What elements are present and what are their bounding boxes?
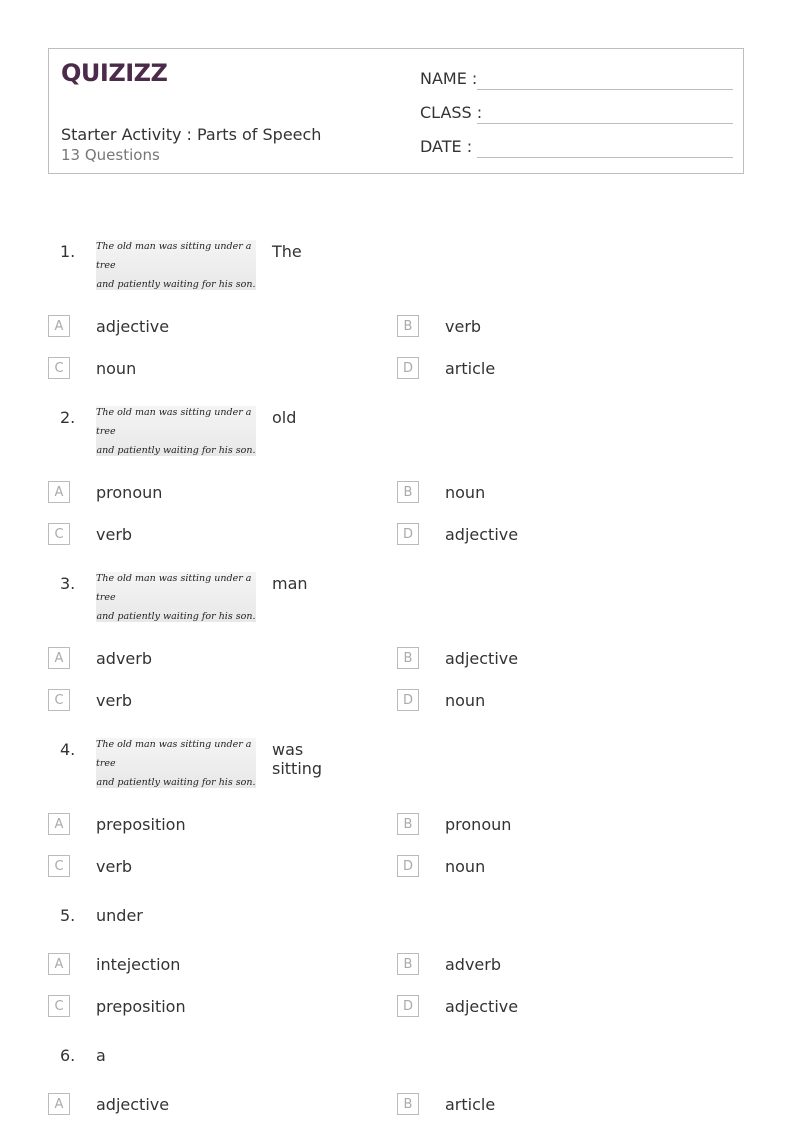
question-number: 5. — [60, 906, 76, 925]
option-letter-c[interactable]: C — [48, 523, 70, 545]
option-d[interactable]: adjective — [445, 525, 519, 544]
option-letter-b[interactable]: B — [397, 813, 419, 835]
name-label: NAME : — [420, 69, 478, 88]
question-text: a — [96, 1046, 106, 1065]
option-c[interactable]: verb — [96, 857, 133, 876]
quizizz-logo: QUIZIZZ — [61, 59, 168, 87]
option-d[interactable]: adjective — [445, 997, 519, 1016]
option-letter-c[interactable]: C — [48, 357, 70, 379]
option-letter-a[interactable]: A — [48, 315, 70, 337]
option-a[interactable]: preposition — [96, 815, 186, 834]
worksheet-header — [48, 48, 744, 174]
question-number: 2. — [60, 408, 76, 427]
date-line[interactable] — [477, 157, 733, 158]
option-letter-d[interactable]: D — [397, 995, 419, 1017]
option-letter-b[interactable]: B — [397, 315, 419, 337]
image-line-2: and patiently waiting for his son. — [96, 444, 256, 456]
image-line-1: The old man was sitting under a tree — [96, 240, 252, 271]
question-text: old — [272, 408, 297, 427]
option-b[interactable]: article — [445, 1095, 496, 1114]
option-letter-a[interactable]: A — [48, 953, 70, 975]
option-b[interactable]: noun — [445, 483, 486, 502]
option-letter-b[interactable]: B — [397, 647, 419, 669]
option-letter-a[interactable]: A — [48, 813, 70, 835]
sentence-image — [96, 738, 256, 788]
question-text: man — [272, 574, 308, 593]
option-c[interactable]: noun — [96, 359, 137, 378]
option-c[interactable]: verb — [96, 691, 133, 710]
option-a[interactable]: adjective — [96, 1095, 170, 1114]
question-text: The — [272, 242, 302, 261]
sentence-image — [96, 572, 256, 622]
option-letter-c[interactable]: C — [48, 995, 70, 1017]
option-b[interactable]: verb — [445, 317, 482, 336]
option-b[interactable]: pronoun — [445, 815, 512, 834]
option-c[interactable]: verb — [96, 525, 133, 544]
name-line[interactable] — [477, 89, 733, 90]
option-letter-d[interactable]: D — [397, 523, 419, 545]
question-number: 1. — [60, 242, 76, 261]
image-line-1: The old man was sitting under a tree — [96, 738, 252, 769]
sentence-image — [96, 240, 256, 290]
option-a[interactable]: intejection — [96, 955, 181, 974]
image-line-1: The old man was sitting under a tree — [96, 406, 252, 437]
option-b[interactable]: adverb — [445, 955, 502, 974]
question-number: 6. — [60, 1046, 76, 1065]
question-number: 4. — [60, 740, 76, 759]
option-letter-a[interactable]: A — [48, 481, 70, 503]
option-a[interactable]: pronoun — [96, 483, 163, 502]
sentence-image — [96, 406, 256, 456]
option-letter-a[interactable]: A — [48, 647, 70, 669]
option-letter-d[interactable]: D — [397, 357, 419, 379]
image-line-2: and patiently waiting for his son. — [96, 776, 256, 788]
option-d[interactable]: noun — [445, 857, 486, 876]
option-a[interactable]: adjective — [96, 317, 170, 336]
option-letter-b[interactable]: B — [397, 953, 419, 975]
option-letter-b[interactable]: B — [397, 1093, 419, 1115]
option-letter-a[interactable]: A — [48, 1093, 70, 1115]
option-a[interactable]: adverb — [96, 649, 153, 668]
option-letter-c[interactable]: C — [48, 689, 70, 711]
class-line[interactable] — [477, 123, 733, 124]
question-number: 3. — [60, 574, 76, 593]
option-letter-c[interactable]: C — [48, 855, 70, 877]
question-text: was sitting — [272, 740, 323, 778]
question-count: 13 Questions — [61, 146, 160, 164]
option-letter-d[interactable]: D — [397, 689, 419, 711]
date-label: DATE : — [420, 137, 473, 156]
image-line-1: The old man was sitting under a tree — [96, 572, 252, 603]
option-c[interactable]: preposition — [96, 997, 186, 1016]
worksheet-title: Starter Activity : Parts of Speech — [61, 125, 322, 144]
class-label: CLASS : — [420, 103, 483, 122]
image-line-2: and patiently waiting for his son. — [96, 610, 256, 622]
option-letter-d[interactable]: D — [397, 855, 419, 877]
image-line-2: and patiently waiting for his son. — [96, 278, 256, 290]
option-d[interactable]: noun — [445, 691, 486, 710]
question-text: under — [96, 906, 143, 925]
option-d[interactable]: article — [445, 359, 496, 378]
option-letter-b[interactable]: B — [397, 481, 419, 503]
option-b[interactable]: adjective — [445, 649, 519, 668]
